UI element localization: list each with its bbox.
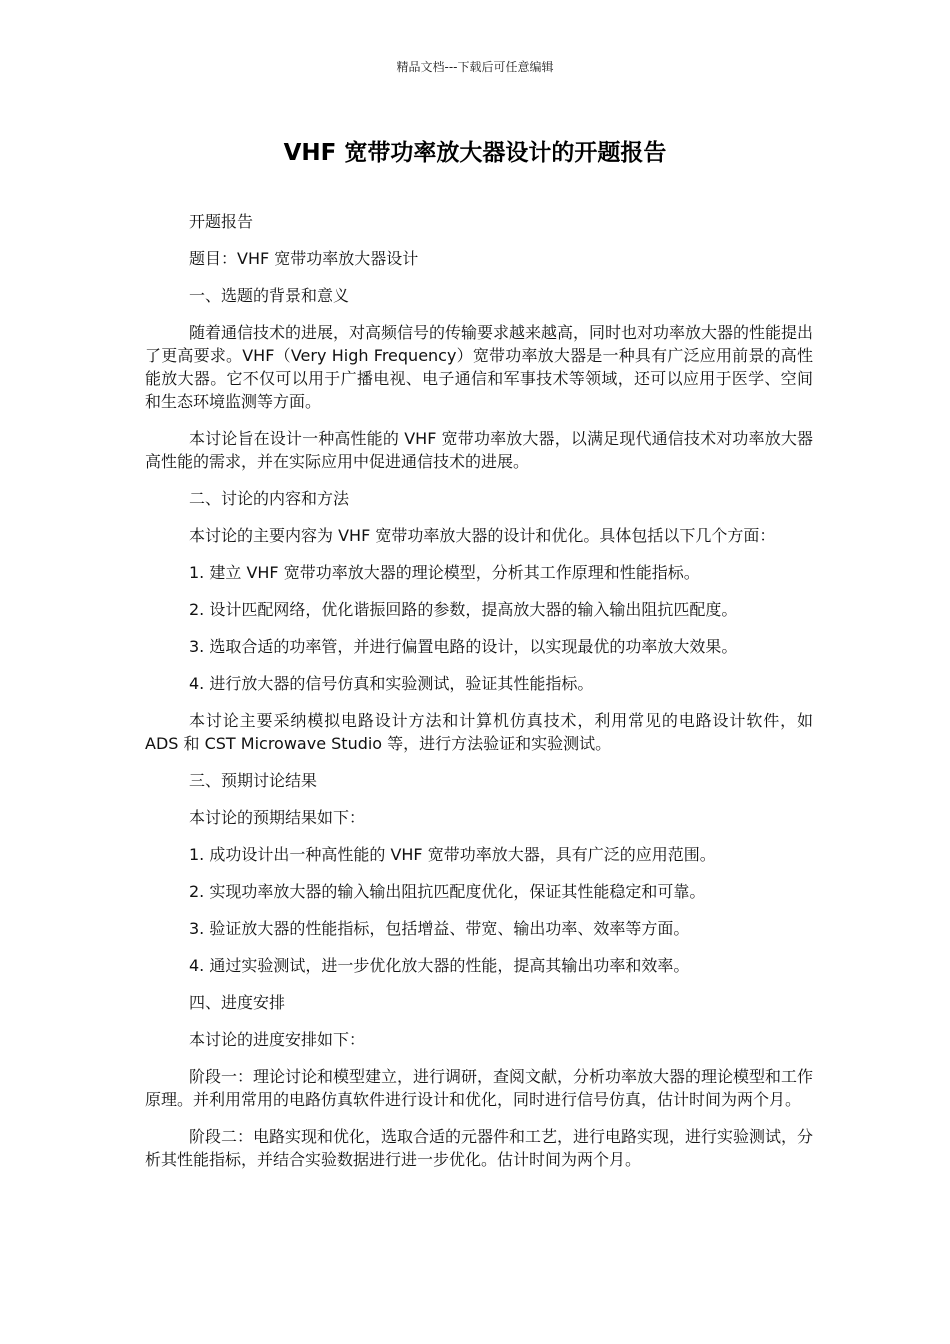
section-heading: 一、选题的背景和意义 xyxy=(189,286,350,305)
list-item: 3. 验证放大器的性能指标，包括增益、带宽、输出功率、效率等方面。 xyxy=(189,919,690,938)
section-heading: 三、预期讨论结果 xyxy=(189,771,318,790)
body-paragraph: 本讨论的进度安排如下： xyxy=(189,1030,366,1049)
body-paragraph: 题目：VHF 宽带功率放大器设计 xyxy=(189,249,419,268)
list-item: 4. 通过实验测试，进一步优化放大器的性能，提高其输出功率和效率。 xyxy=(189,956,690,975)
list-item: 2. 设计匹配网络，优化谐振回路的参数，提高放大器的输入输出阻抗匹配度。 xyxy=(189,600,738,619)
document-body xyxy=(145,210,813,1185)
body-paragraph: 本讨论的预期结果如下： xyxy=(189,808,366,827)
body-paragraph: 本讨论的主要内容为 VHF 宽带功率放大器的设计和优化。具体包括以下几个方面： xyxy=(189,526,776,545)
body-paragraph: 本讨论旨在设计一种高性能的 VHF 宽带功率放大器，以满足现代通信技术对功率放大器高性能的需求，并在实际应用中促进通信技术的进展。 xyxy=(145,429,813,471)
list-item: 4. 进行放大器的信号仿真和实验测试，验证其性能指标。 xyxy=(189,674,594,693)
body-paragraph: 阶段一：理论讨论和模型建立，进行调研，查阅文献，分析功率放大器的理论模型和工作原理。并利用常用的电路仿真软件进行设计和优化，同时进行信号仿真，估计时间为两个月。 xyxy=(145,1067,814,1109)
document-title: VHF 宽带功率放大器设计的开题报告 xyxy=(283,140,667,166)
list-item: 3. 选取合适的功率管，并进行偏置电路的设计，以实现最优的功率放大效果。 xyxy=(189,637,738,656)
list-item: 1. 成功设计出一种高性能的 VHF 宽带功率放大器，具有广泛的应用范围。 xyxy=(189,845,716,864)
list-item: 2. 实现功率放大器的输入输出阻抗匹配度优化，保证其性能稳定和可靠。 xyxy=(189,882,706,901)
body-paragraph: 阶段二：电路实现和优化，选取合适的元器件和工艺，进行电路实现，进行实验测试，分析其性能指标，并结合实验数据进行进一步优化。估计时间为两个月。 xyxy=(145,1127,814,1169)
section-heading: 四、进度安排 xyxy=(189,993,286,1012)
list-item: 1. 建立 VHF 宽带功率放大器的理论模型，分析其工作原理和性能指标。 xyxy=(189,563,700,582)
body-paragraph: 开题报告 xyxy=(189,212,254,231)
page-header-note: 精品文档---下载后可任意编辑 xyxy=(396,60,554,74)
body-paragraph: 随着通信技术的进展，对高频信号的传输要求越来越高，同时也对功率放大器的性能提出了更高要求。VHF（Very High Frequency）宽带功率放大器是一种具有广泛应用前景的高性能放大器。它不仅可以用于广播电视、电子通信和军事技术等领域，还可以应用于医学、空间和生态环境监测等方面。 xyxy=(145,323,814,411)
section-heading: 二、讨论的内容和方法 xyxy=(189,489,350,508)
body-paragraph: 本讨论主要采纳模拟电路设计方法和计算机仿真技术，利用常见的电路设计软件，如 ADS 和 CST Microwave Studio 等，进行方法验证和实验测试。 xyxy=(145,711,813,753)
